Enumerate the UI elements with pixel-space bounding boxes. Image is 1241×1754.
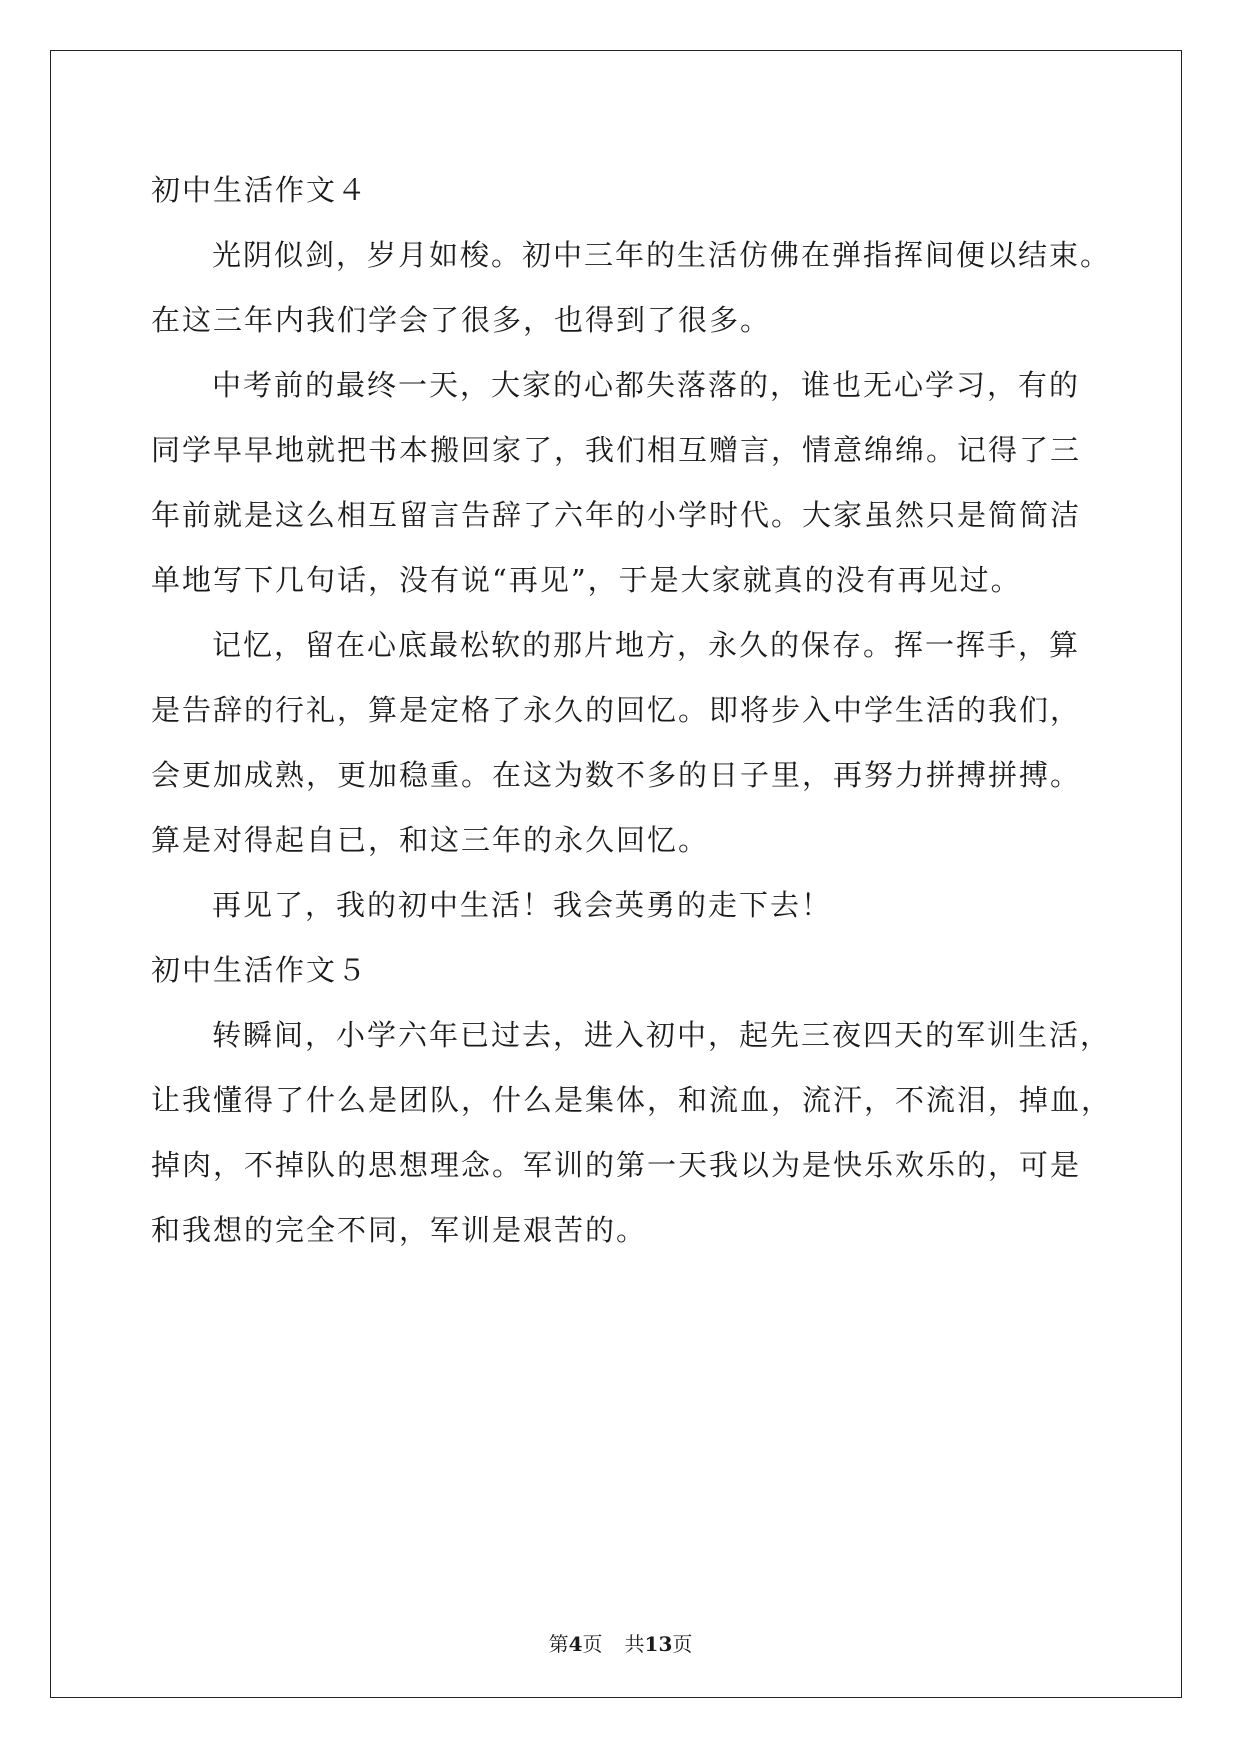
paragraph-line: 单地写下几句话，没有说“再见”，于是大家就真的没有再见过。 xyxy=(151,563,1022,597)
current-page-number: 4 xyxy=(568,1632,583,1656)
paragraph-line: 在这三年内我们学会了很多，也得到了很多。 xyxy=(151,303,772,337)
paragraph-line: 中考前的最终一天，大家的心都失落落的，谁也无心学习，有的 xyxy=(212,368,1081,402)
essay-title: 初中生活作文４ xyxy=(151,173,369,207)
paragraph-line: 会更加成熟，更加稳重。在这为数不多的日子里，再努力拼搏拼搏。 xyxy=(151,758,1082,792)
paragraph-line: 再见了，我的初中生活！我会英勇的走下去！ xyxy=(212,888,833,922)
footer-page-suffix: 页 xyxy=(582,1632,603,1656)
paragraph-line: 年前就是这么相互留言告辞了六年的小学时代。大家虽然只是简简洁 xyxy=(151,498,1082,532)
paragraph-line: 光阴似剑，岁月如梭。初中三年的生活仿佛在弹指挥间便以结束。 xyxy=(212,238,1112,272)
paragraph-line: 让我懂得了什么是团队，什么是集体，和流血，流汗，不流泪，掉血， xyxy=(151,1083,1113,1117)
essay-title: 初中生活作文５ xyxy=(151,953,369,987)
paragraph-line: 和我想的完全不同，军训是艰苦的。 xyxy=(151,1213,648,1247)
total-page-count: 13 xyxy=(644,1632,673,1656)
footer-total-suffix: 页 xyxy=(672,1632,693,1656)
paragraph-line: 同学早早地就把书本搬回家了，我们相互赠言，情意绵绵。记得了三 xyxy=(151,433,1082,467)
footer-prefix: 第 xyxy=(548,1632,569,1656)
paragraph-line: 转瞬间，小学六年已过去，进入初中，起先三夜四天的军训生活， xyxy=(212,1018,1112,1052)
footer-total-prefix: 共 xyxy=(624,1632,645,1656)
paragraph-line: 算是对得起自已，和这三年的永久回忆。 xyxy=(151,823,710,857)
document-body xyxy=(151,158,1113,1263)
paragraph-line: 掉肉，不掉队的思想理念。军训的第一天我以为是快乐欢乐的，可是 xyxy=(151,1148,1082,1182)
paragraph-line: 是告辞的行礼，算是定格了永久的回忆。即将步入中学生活的我们， xyxy=(151,693,1082,727)
page-footer xyxy=(0,1632,1241,1656)
paragraph-line: 记忆，留在心底最松软的那片地方，永久的保存。挥一挥手，算 xyxy=(212,628,1081,662)
